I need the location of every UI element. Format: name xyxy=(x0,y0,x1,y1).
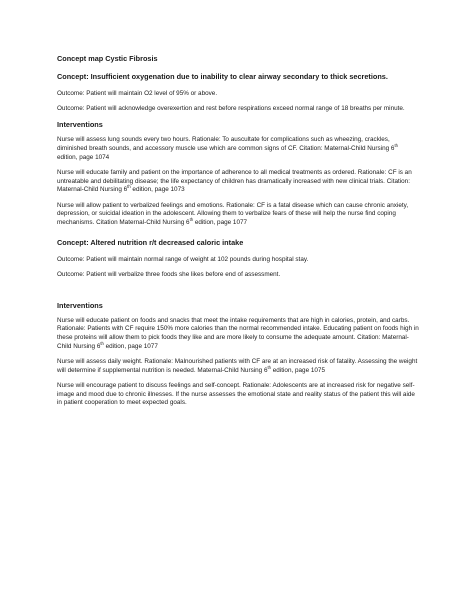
citation-tail: edition, page 1077 xyxy=(193,219,248,227)
intervention-educate-foods xyxy=(57,317,419,352)
outcome-o2-level: Outcome: Patient will maintain O2 level of 95% or above. xyxy=(57,90,218,97)
intervention-text: Nurse will educate family and patient on the importance of adherence to all medical treatments as ordered. Rationale: CF is an untreatable and debilitating disease; the life expectancy of children has dramatically increased with new clinical trials. Citation: Maternal-Child Nursing 6 xyxy=(57,169,412,194)
ordinal-suffix: th xyxy=(189,216,194,222)
concept-oxygenation: Concept: Insufficient oxygenation due to inability to clear airway secondary to thick secretions. xyxy=(57,72,388,81)
ordinal-suffix: th xyxy=(267,364,272,370)
interventions-heading-1: Interventions xyxy=(57,120,103,130)
document-title: Concept map Cystic Fibrosis xyxy=(57,54,158,63)
intervention-verbalize-feelings xyxy=(57,202,419,228)
intervention-lung-sounds xyxy=(57,136,419,162)
concept-nutrition: Concept: Altered nutrition r/t decreased caloric intake xyxy=(57,238,244,248)
section-spacer xyxy=(57,287,419,301)
outcome-weight: Outcome: Patient will maintain normal range of weight at 102 pounds during hospital stay. xyxy=(57,256,309,264)
ordinal-suffix: th xyxy=(100,340,104,346)
ordinal-suffix: th xyxy=(127,184,131,190)
intervention-text: Nurse will assess lung sounds every two hours. Rationale: To auscultate for complications such as wheezing, crackles, diminished breath sounds, and accessory muscle use which are common signs of CF. Citation: Maternal-Child Nursing 6 xyxy=(57,136,395,153)
ordinal-suffix: th xyxy=(394,143,398,148)
outcome-foods: Outcome: Patient will verbalize three foods she likes before end of assessment. xyxy=(57,271,281,279)
intervention-text: Nurse will allow patient to verbalized feelings and emotions. Rationale: CF is a fatal disease which can cause chronic anxiety, depression, or suicidal ideation in the adolescent. Allowing them to verbalize fears of these will help the nurse find coping mechanisms. Citation Maternal-Child Nursing 6 xyxy=(57,201,409,227)
intervention-daily-weight xyxy=(57,358,419,375)
citation-tail: edition, page 1074 xyxy=(57,153,110,161)
intervention-adherence xyxy=(57,169,419,195)
intervention-text: Nurse will educate patient on foods and snacks that meet the intake requirements that are high in calories, protein, and carbs. Rationale: Patients with CF require 150% more calories than the normal recommended intake. Educating patient on foods high in these proteins will allow them to pick foods they like and are more likely to consume the adequate amount. Citation: Maternal-Child Nursing 6 xyxy=(57,316,419,350)
citation-tail: edition, page 1075 xyxy=(271,366,325,374)
outcome-overexertion: Outcome: Patient will acknowledge overexertion and rest before respirations exceed normal range of 18 breaths per minute. xyxy=(57,105,405,113)
document-page xyxy=(57,54,419,414)
citation-tail: edition, page 1073 xyxy=(130,186,185,194)
intervention-text: Nurse will assess daily weight. Rationale: Malnourished patients with CF are at an increased risk of fatality. Assessing the weight will determine if supplemental nutrition is needed. Maternal-Child Nursing 6 xyxy=(57,357,418,374)
intervention-self-concept: Nurse will encourage patient to discuss feelings and self-concept. Rationale: Adolescents are at increased risk for negative self-image and mood due to chronic illnesses. If the nurse assesses the emotional state and reality status of the patient this will aide in patient cooperation to meet expected goals. xyxy=(57,381,415,407)
interventions-heading-2: Interventions xyxy=(57,300,103,310)
citation-tail: edition, page 1077 xyxy=(103,342,158,350)
